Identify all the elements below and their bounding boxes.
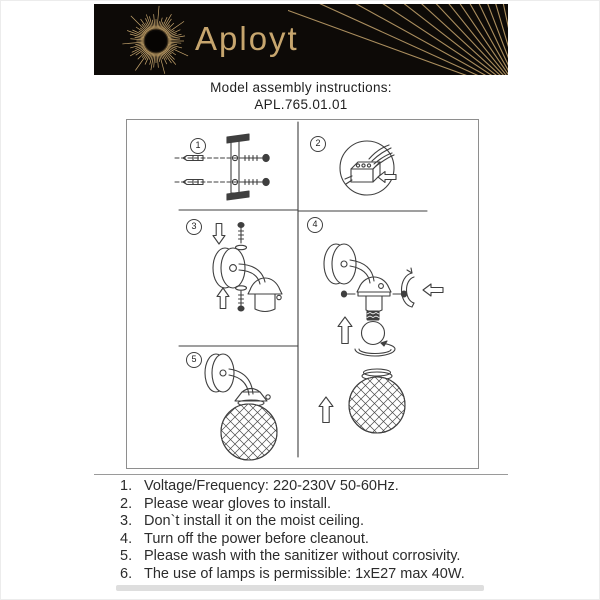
brand-name: Aployt [195,20,299,57]
step-number-3: 3 [186,219,202,235]
instruction-text: Turn off the power before cleanout. [144,530,369,547]
instruction-text: Please wear gloves to install. [144,495,331,512]
step-number-4: 4 [307,217,323,233]
instruction-item [120,531,530,549]
step3-canopy-drawing [213,223,282,312]
title-block [1,80,600,112]
step-number-5: 5 [186,352,202,368]
instruction-text: Don`t install it on the moist ceiling. [144,513,365,530]
assembly-diagram [126,119,479,469]
instruction-item [120,566,530,584]
instruction-text: The use of lamps is permissible: 1xE27 max 40W. [144,565,465,582]
brand-logo-sunburst-icon [118,4,194,75]
step4-assembly-drawing [319,244,443,433]
banner-rays-decoration [288,4,508,75]
instruction-number: 2. [120,495,133,512]
instruction-number: 3. [120,513,133,530]
instruction-text: Voltage/Frequency: 220-230V 50-60Hz. [144,478,399,494]
instruction-text: Please wash with the sanitizer without corrosivity. [144,548,461,565]
instruction-number: 6. [120,565,133,582]
instruction-item [120,496,530,514]
step-number-2: 2 [310,136,326,152]
page-title: Model assembly instructions: [210,80,392,95]
brand-banner [94,4,508,75]
instruction-item [120,478,530,496]
instruction-item [120,548,530,566]
instructions-list [120,478,530,584]
instruction-number: 1. [120,478,133,494]
step2-wiring-drawing [340,141,396,195]
model-number: APL.765.01.01 [254,97,348,112]
step-number-1: 1 [190,138,206,154]
assembly-diagram-art [127,120,478,468]
page-bottom-shadow [116,585,484,591]
list-separator [94,474,508,475]
step5-finished-lamp-drawing [205,354,277,460]
instruction-number: 5. [120,548,133,565]
instruction-number: 4. [120,530,133,547]
instruction-item [120,513,530,531]
